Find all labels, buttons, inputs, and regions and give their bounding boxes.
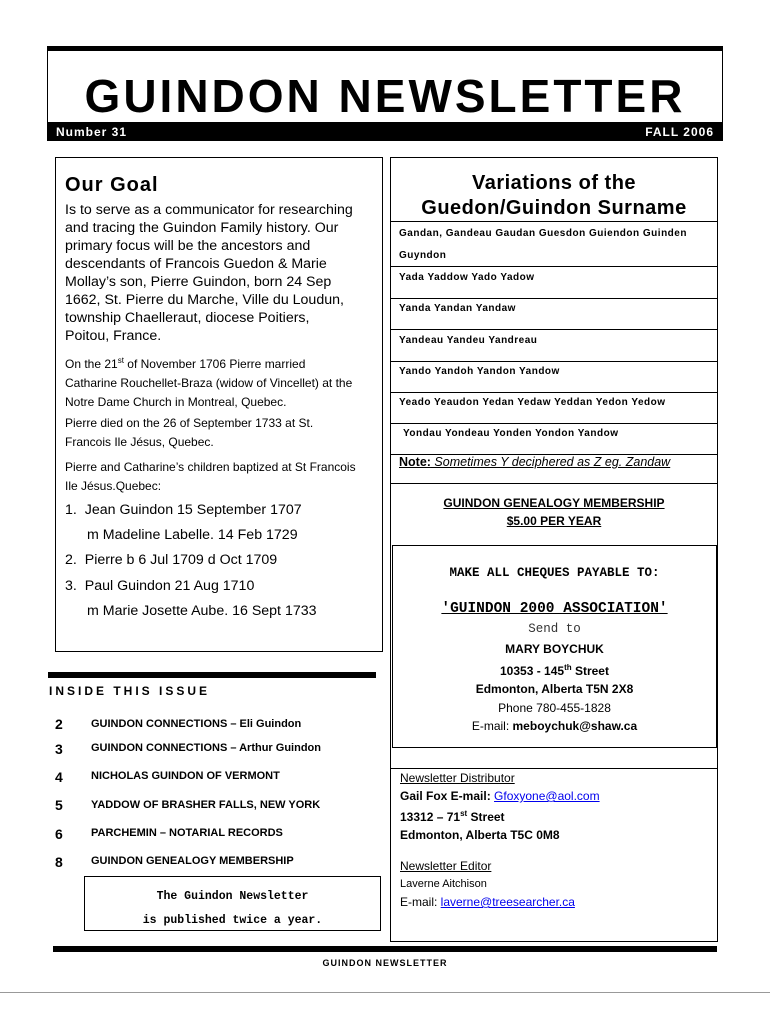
died-text: Pierre died on the 26 of September 1733 at St.	[65, 416, 314, 430]
page-edge	[0, 992, 770, 993]
distributor-email-link[interactable]: Gfoxyone@aol.com	[494, 789, 600, 803]
list-number: 3.	[65, 578, 77, 594]
email-value: meboychuk@shaw.ca	[512, 719, 638, 733]
distributor-name: Gail Fox E-mail:	[400, 789, 495, 803]
marriage-text: Catharine Rouchellet-Braza (widow of Vincellet) at the	[65, 376, 353, 390]
list-number: 2.	[65, 552, 77, 568]
editor-email-link[interactable]: laverne@treesearcher.ca	[440, 895, 575, 909]
page-footer: GUINDON NEWSLETTER	[322, 958, 448, 968]
goal-lead-line: Poitou, France.	[65, 328, 162, 344]
membership-heading	[391, 494, 717, 530]
cheque-box	[392, 545, 717, 748]
goal-lead-line: township Chaelleraut, diocese Poitiers,	[65, 310, 310, 326]
marriage-text: Notre Dame Church in Montreal, Quebec.	[65, 395, 287, 409]
toc-page: 8	[55, 854, 63, 870]
editor-block	[400, 857, 575, 911]
list-item	[65, 502, 383, 527]
address-name: MARY BOYCHUK	[505, 642, 604, 656]
list-text: Jean Guindon 15 September 1707	[84, 502, 302, 518]
distributor-city: Edmonton, Alberta T5C 0M8	[400, 828, 560, 842]
children-list	[65, 502, 383, 628]
address-street	[393, 659, 716, 681]
marriage-paragraph	[65, 351, 383, 412]
street-text: 10353 - 145	[500, 663, 565, 678]
toc-title: GUINDON CONNECTIONS – Arthur Guindon	[91, 742, 321, 754]
variation-row: Yada Yaddow Yado Yadow	[391, 266, 717, 298]
toc-title: GUINDON GENEALOGY MEMBERSHIP	[91, 855, 294, 867]
variation-row: Yandeau Yandeu Yandreau	[391, 329, 717, 361]
issue-season: FALL 2006	[645, 125, 714, 139]
children-text: Pierre and Catharine’s children baptized at St Francois	[65, 460, 356, 474]
inside-divider	[48, 672, 376, 678]
bottom-divider	[53, 946, 717, 952]
list-item	[65, 578, 383, 603]
distributor-street	[400, 805, 600, 826]
association-name: 'GUINDON 2000 ASSOCIATION'	[441, 601, 668, 617]
list-subitem: m Madeline Labelle. 14 Feb 1729	[87, 527, 298, 543]
variation-text: Guyndon	[399, 250, 447, 261]
toc-page: 5	[55, 797, 63, 813]
published-note	[85, 885, 380, 933]
membership-title: GUINDON GENEALOGY MEMBERSHIP	[443, 496, 665, 510]
distributor-email-line	[400, 787, 600, 805]
published-box	[84, 876, 381, 931]
address-city: Edmonton, Alberta T5N 2X8	[475, 682, 634, 696]
distributor-block	[400, 769, 600, 844]
died-text: Francois Ile Jésus, Quebec.	[65, 435, 214, 449]
goal-lead-line: descendants of Francois Guedon & Marie	[65, 256, 327, 272]
toc-page: 2	[55, 716, 63, 732]
published-line: The Guindon Newsletter	[156, 890, 309, 903]
goal-lead-line: and tracing the Guindon Family history. Our	[65, 220, 339, 236]
variation-row: Yondau Yondeau Yonden Yondon Yandow	[391, 423, 717, 454]
published-line: is published twice a year.	[142, 914, 323, 927]
address-email	[393, 717, 716, 736]
children-paragraph	[65, 458, 383, 496]
variations-note	[391, 454, 717, 484]
goal-lead-line: Mollay’s son, Pierre Guindon, born 24 Sep	[65, 274, 332, 290]
editor-email-label: E-mail:	[400, 895, 441, 909]
variation-row: Yeado Yeaudon Yedan Yedaw Yeddan Yedon Yedow	[391, 392, 717, 423]
toc-page: 4	[55, 769, 63, 785]
street-text: 13312 – 71	[400, 810, 461, 824]
issue-number: Number 31	[56, 125, 128, 139]
toc-page: 6	[55, 826, 63, 842]
goal-lead-line: primary focus will be the ancestors and	[65, 238, 311, 254]
goal-box	[55, 157, 383, 652]
inside-heading: INSIDE THIS ISSUE	[49, 684, 211, 698]
editor-name: Laverne Aitchison	[400, 878, 487, 890]
editor-email-line	[400, 893, 575, 911]
died-paragraph	[65, 414, 383, 452]
toc-title: NICHOLAS GUINDON OF VERMONT	[91, 770, 280, 782]
note-label: Note:	[399, 455, 431, 469]
variation-row: Yanda Yandan Yandaw	[391, 298, 717, 329]
distributor-heading: Newsletter Distributor	[400, 771, 515, 785]
membership-price: $5.00 PER YEAR	[506, 514, 602, 528]
variations-heading	[391, 171, 717, 221]
toc-title: YADDOW OF BRASHER FALLS, NEW YORK	[91, 799, 321, 811]
marriage-sup: st	[117, 356, 124, 365]
children-text: Ile Jésus.Quebec:	[65, 479, 162, 493]
list-number: 1.	[65, 502, 77, 518]
issue-bar	[48, 122, 722, 141]
list-item	[65, 552, 383, 578]
marriage-text: of November 1706 Pierre married	[123, 357, 306, 371]
email-label: E-mail:	[471, 719, 513, 733]
list-text: Paul Guindon 21 Aug 1710	[84, 578, 255, 594]
variations-box	[390, 157, 718, 484]
mailing-address	[393, 640, 716, 736]
address-phone: Phone 780-455-1828	[498, 700, 611, 715]
goal-lead-line: Is to serve as a communicator for researching	[65, 202, 353, 218]
variations-heading-line: Guedon/Guindon Surname	[421, 197, 687, 219]
street-sup: th	[564, 662, 572, 672]
masthead	[47, 46, 723, 141]
variation-row: Yando Yandoh Yandon Yandow	[391, 361, 717, 392]
street-text: Street	[571, 663, 609, 678]
variation-row	[391, 221, 717, 266]
goal-lead	[65, 201, 383, 345]
marriage-text: On the 21	[65, 357, 118, 371]
send-to-label: Send to	[528, 622, 581, 636]
toc-title: PARCHEMIN – NOTARIAL RECORDS	[91, 827, 283, 839]
note-text: Sometimes Y deciphered as Z eg. Zandaw	[430, 455, 671, 469]
goal-heading: Our Goal	[65, 174, 159, 196]
cheques-label: MAKE ALL CHEQUES PAYABLE TO:	[449, 566, 660, 580]
toc-title: GUINDON CONNECTIONS – Eli Guindon	[91, 718, 302, 730]
editor-heading: Newsletter Editor	[400, 859, 492, 873]
variation-text: Gandan, Gandeau Gaudan Guesdon Guiendon Guinden	[399, 228, 687, 239]
goal-lead-line: 1662, St. Pierre du Marche, Ville du Loudun,	[65, 292, 344, 308]
variations-heading-line: Variations of the	[471, 172, 637, 194]
list-text: Pierre b 6 Jul 1709 d Oct 1709	[84, 552, 278, 568]
list-subitem: m Marie Josette Aube. 16 Sept 1733	[87, 603, 317, 619]
newsletter-title: GUINDON NEWSLETTER	[84, 70, 686, 122]
street-sup: st	[460, 809, 468, 818]
toc-page: 3	[55, 741, 63, 757]
street-text: Street	[467, 810, 505, 824]
